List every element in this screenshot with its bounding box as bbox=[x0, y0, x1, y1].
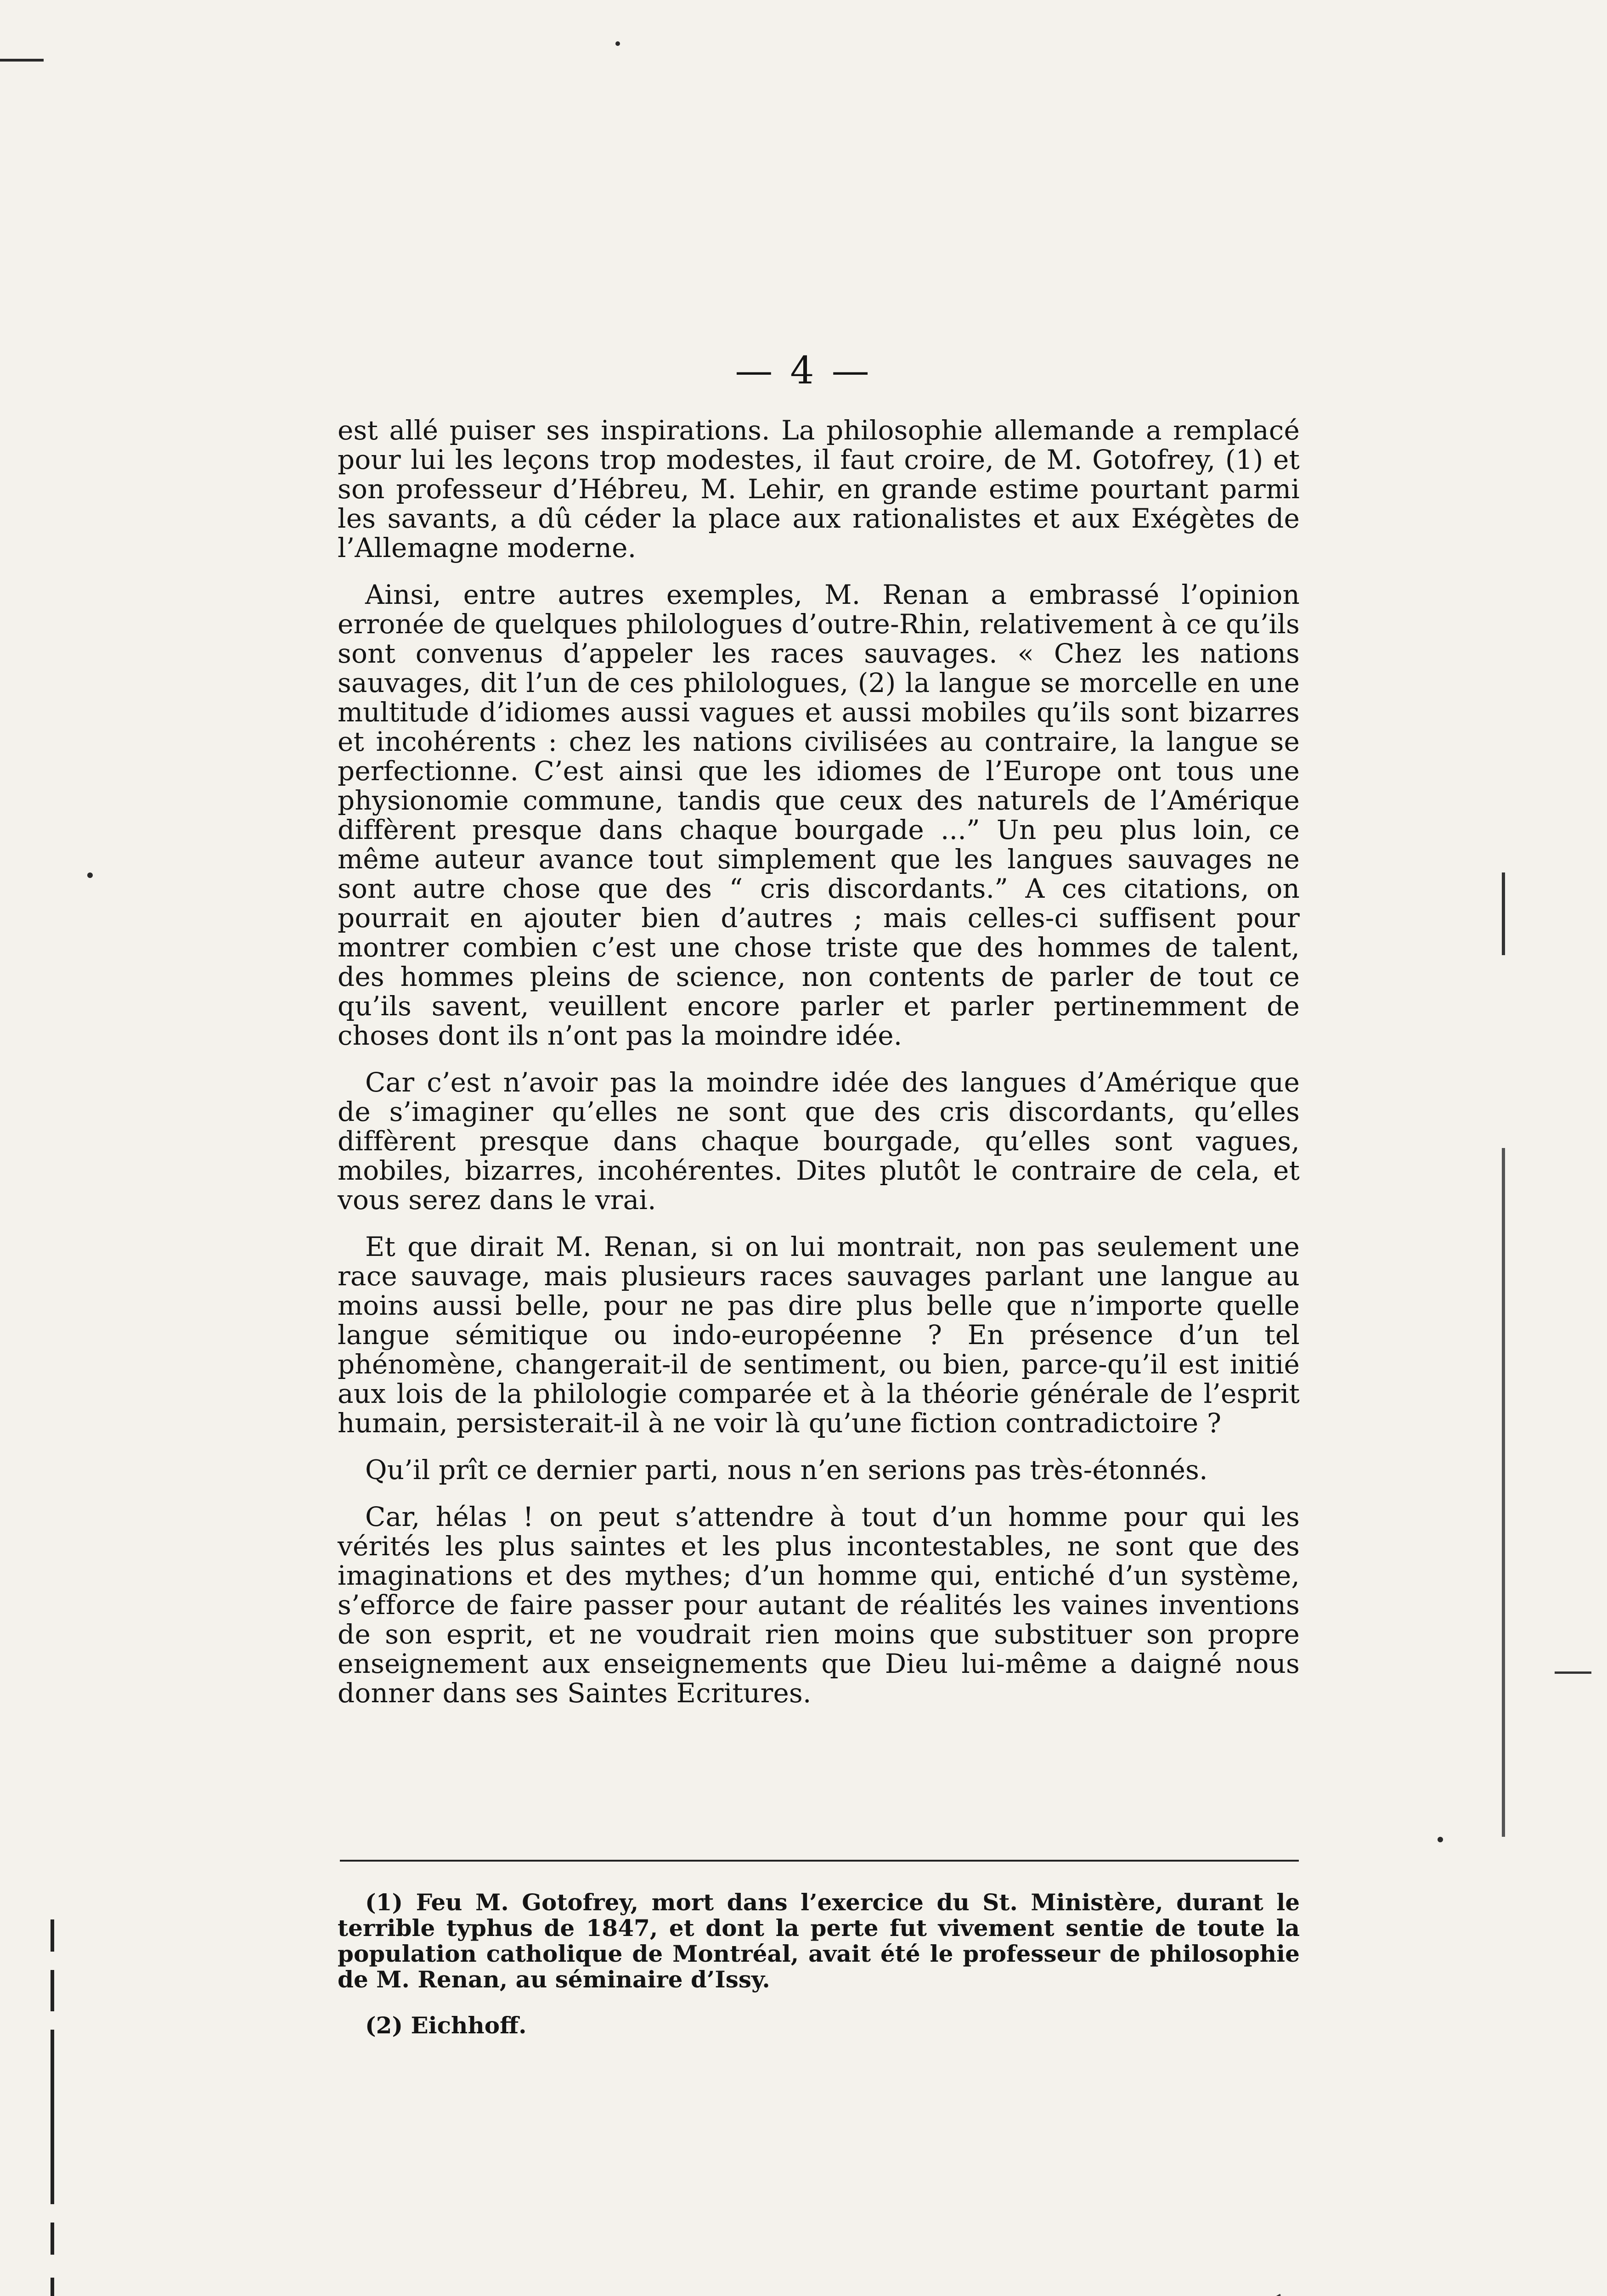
scan-edge-left-4 bbox=[51, 2223, 54, 2255]
paragraph-4: Et que dirait M. Renan, si on lui montrait, non pas seulement une race sauvage, mais plusieurs races sauvages parlant une langue au moins aussi belle, pour ne pas dire plus belle que n’importe quelle langue sémitique ou indo-européenne ? En présence d’un tel phénomène, changerait-il de sentiment, ou bien, parce-qu’il est initié aux lois de la philologie comparée et à la théorie générale de l’esprit humain, persisterait-il à ne voir là qu’une fiction contradictoire ? bbox=[338, 1231, 1300, 1439]
paragraph-6: Car, hélas ! on peut s’attendre à tout d’un homme pour qui les vérités les plus saintes et les plus incontestables, ne sont que des imaginations et des mythes; d’un homme qui, entiché d’un système, s’efforce de faire passer pour autant de réalités les vaines inventions de son esprit, et ne voudrait rien moins que substituer son propre enseignement aux enseignements que Dieu lui-même a daigné nous donner dans ses Saintes Ecritures. bbox=[338, 1501, 1300, 1709]
footnotes bbox=[338, 1890, 1300, 2059]
main-text bbox=[338, 416, 1300, 1725]
footnote-2: (2) Eichhoff. bbox=[365, 2012, 527, 2039]
paragraph-2: Ainsi, entre autres exemples, M. Renan a embrassé l’opinion erronée de quelques philologues d’outre-Rhin, relativement à ce qu’ils sont convenus d’appeler les races sauvages. « Chez les nations sauvages, dit l’un de ces philologues, (2) la langue se morcelle en une multitude d’idiomes aussi vagues et aussi mobiles qu’ils sont bizarres et incohérents : chez les nations civilisées au contraire, la langue se perfectionne. C’est ainsi que les idiomes de l’Europe ont tous une physionomie commune, tandis que ceux des naturels de l’Amérique diffèrent presque dans chaque bourgade ...” Un peu plus loin, ce même auteur avance tout simplement que les langues sauvages ne sont autre chose que des “ cris discordants.” A ces citations, on pourrait en ajouter bien d’autres ; mais celles-ci suffisent pour montrer combien c’est une chose triste que des hommes de talent, des hommes pleins de science, non contents de parler de tout ce qu’ils savent, veuillent encore parler et parler pertinemment de choses dont ils n’ont pas la moindre idée. bbox=[338, 579, 1300, 1051]
scan-dash-right bbox=[1555, 1671, 1591, 1674]
footnote-divider bbox=[340, 1860, 1299, 1862]
scan-dot-1 bbox=[615, 41, 620, 46]
footnote-1: (1) Feu M. Gotofrey, mort dans l’exercice du St. Ministère, durant le terrible typhus de 1847, et dont la perte fut vivement sentie de toute la population catholique de Montréal, avait été le professeur de philosophie de M. Renan, au séminaire d’Issy. bbox=[338, 1889, 1300, 1993]
scan-stroke-bottom bbox=[1208, 2294, 1281, 2296]
scan-edge-left-3 bbox=[51, 2030, 54, 2204]
page-number: — 4 — bbox=[735, 349, 872, 393]
scan-dot-3 bbox=[87, 872, 93, 878]
scan-edge-right-1 bbox=[1502, 872, 1505, 955]
scan-mark-top-left bbox=[0, 59, 44, 62]
scan-edge-left-1 bbox=[51, 1919, 54, 1952]
scan-edge-left-2 bbox=[51, 1970, 54, 2011]
paragraph-1: est allé puiser ses inspirations. La philosophie allemande a remplacé pour lui les leçons trop modestes, il faut croire, de M. Gotofrey, (1) et son professeur d’Hébreu, M. Lehir, en grande estime pourtant parmi les savants, a dû céder la place aux rationalistes et aux Exégètes de l’Allemagne moderne. bbox=[338, 415, 1300, 563]
paragraph-3: Car c’est n’avoir pas la moindre idée des langues d’Amérique que de s’imaginer qu’elles ne sont que des cris discordants, qu’elles diffèrent presque dans chaque bourgade, qu’elles sont vagues, mobiles, bizarres, incohérentes. Dites plutôt le contraire de cela, et vous serez dans le vrai. bbox=[338, 1067, 1300, 1216]
scan-dot-2 bbox=[1438, 1837, 1443, 1842]
paragraph-5: Qu’il prît ce dernier parti, nous n’en serions pas très-étonnés. bbox=[365, 1454, 1208, 1486]
scan-edge-left-5 bbox=[51, 2278, 54, 2296]
scan-edge-right-2 bbox=[1502, 1148, 1505, 1837]
